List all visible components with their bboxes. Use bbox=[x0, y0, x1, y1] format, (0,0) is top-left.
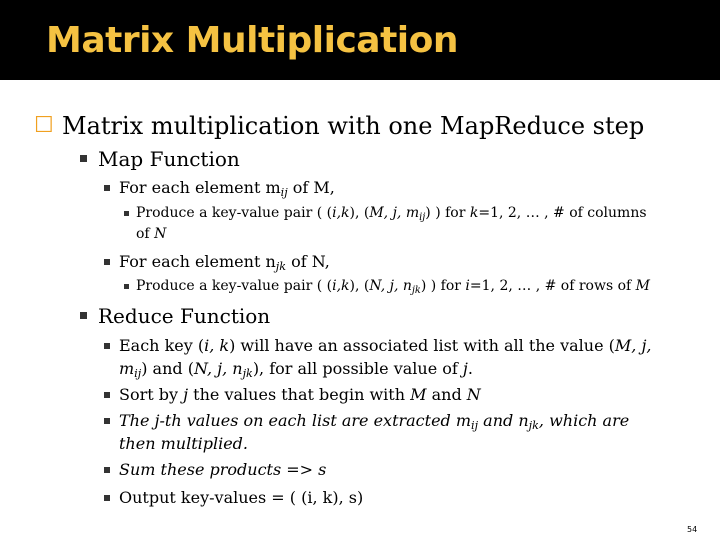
detail-sub: jk bbox=[411, 285, 421, 296]
map-item-2-sub: jk bbox=[275, 260, 287, 273]
detail-text: Produce a key-value pair ( ( bbox=[136, 205, 333, 221]
reduce-text: i, k bbox=[204, 336, 230, 355]
bullet-icon bbox=[104, 259, 110, 265]
map-item-2-detail bbox=[136, 278, 650, 294]
reduce-text: and bbox=[426, 385, 467, 404]
detail-text: =1, 2, … , # of rows of bbox=[469, 278, 636, 294]
bullet-icon bbox=[104, 467, 110, 473]
map-item-1-detail-line2 bbox=[136, 226, 166, 242]
reduce-text: ), for all possible value of bbox=[252, 359, 463, 378]
detail-text: ), ( bbox=[349, 278, 370, 294]
reduce-text: the values that begin with bbox=[188, 385, 411, 404]
bullet-icon bbox=[124, 284, 129, 289]
reduce-item-5 bbox=[119, 488, 363, 507]
bullet-icon bbox=[104, 495, 110, 501]
reduce-text: ) will have an associated list with all the value ( bbox=[229, 336, 615, 355]
detail-text: i,k bbox=[332, 205, 350, 221]
slide-number: 54 bbox=[687, 525, 698, 534]
detail-text: M, j, m bbox=[369, 205, 420, 221]
map-item-1-tail: of M, bbox=[287, 178, 335, 197]
reduce-text: The j-th values on each list are extracted m bbox=[119, 411, 472, 430]
bullet-icon bbox=[104, 392, 110, 398]
bullet-icon bbox=[104, 185, 110, 191]
title-bar bbox=[0, 0, 720, 80]
map-item-2 bbox=[119, 252, 330, 271]
detail-text: ) ) for bbox=[420, 278, 466, 294]
map-item-1-text: For each element m bbox=[119, 178, 281, 197]
slide-title: Matrix Multiplication bbox=[46, 20, 459, 61]
detail-sub: ij bbox=[419, 212, 426, 223]
reduce-sub: jk bbox=[242, 367, 253, 380]
reduce-item-3 bbox=[119, 411, 629, 430]
reduce-text: j bbox=[462, 359, 468, 378]
reduce-item-3-line2 bbox=[119, 434, 248, 453]
reduce-text: j bbox=[183, 385, 189, 404]
reduce-text: then multiplied. bbox=[119, 434, 249, 453]
reduce-text: M, j, bbox=[614, 336, 652, 355]
bullet-icon bbox=[104, 418, 110, 424]
map-item-1-detail bbox=[136, 205, 647, 221]
bullet-icon bbox=[104, 343, 110, 349]
detail-text: M bbox=[635, 278, 650, 294]
reduce-text: Output key-values = ( (i, k), s) bbox=[119, 488, 364, 507]
reduce-sub: jk bbox=[528, 419, 539, 432]
reduce-item-1 bbox=[119, 336, 652, 355]
bullet-icon bbox=[80, 312, 87, 319]
bullet-icon bbox=[124, 211, 129, 216]
map-item-1 bbox=[119, 178, 335, 197]
reduce-text: . bbox=[467, 359, 473, 378]
reduce-item-2 bbox=[119, 385, 481, 404]
level1-text: Matrix multiplication with one MapReduce step bbox=[62, 112, 645, 140]
detail-text: Produce a key-value pair ( ( bbox=[136, 278, 333, 294]
reduce-item-4 bbox=[119, 460, 326, 479]
reduce-text: Each key ( bbox=[119, 336, 205, 355]
reduce-item-1-line2 bbox=[119, 359, 473, 378]
reduce-text: N, j, n bbox=[193, 359, 243, 378]
detail-text: of bbox=[136, 226, 155, 242]
detail-text: i,k bbox=[332, 278, 350, 294]
reduce-text: M bbox=[410, 385, 427, 404]
map-item-2-text: For each element n bbox=[119, 252, 276, 271]
reduce-text: and n bbox=[478, 411, 529, 430]
detail-text: ), ( bbox=[349, 205, 370, 221]
square-bullet-icon: ☐ bbox=[34, 113, 54, 138]
map-item-2-tail: of N, bbox=[286, 252, 330, 271]
bullet-icon bbox=[80, 155, 87, 162]
reduce-text: Sort by bbox=[119, 385, 184, 404]
detail-text: i bbox=[465, 278, 470, 294]
reduce-heading: Reduce Function bbox=[98, 304, 271, 328]
reduce-text: N bbox=[466, 385, 481, 404]
detail-text: =1, 2, … , # of columns bbox=[478, 205, 647, 221]
detail-text: N, j, n bbox=[369, 278, 412, 294]
map-item-1-sub: ij bbox=[280, 186, 288, 199]
detail-text: ) ) for bbox=[425, 205, 470, 221]
reduce-sub: ij bbox=[134, 367, 142, 380]
detail-text: N bbox=[154, 226, 167, 242]
reduce-text: , which are bbox=[538, 411, 630, 430]
detail-text: k bbox=[469, 205, 479, 221]
reduce-sub: ij bbox=[471, 419, 479, 432]
reduce-text: ) and ( bbox=[141, 359, 194, 378]
reduce-text: m bbox=[119, 359, 135, 378]
reduce-text: Sum these products => s bbox=[119, 460, 327, 479]
map-heading: Map Function bbox=[98, 147, 240, 171]
